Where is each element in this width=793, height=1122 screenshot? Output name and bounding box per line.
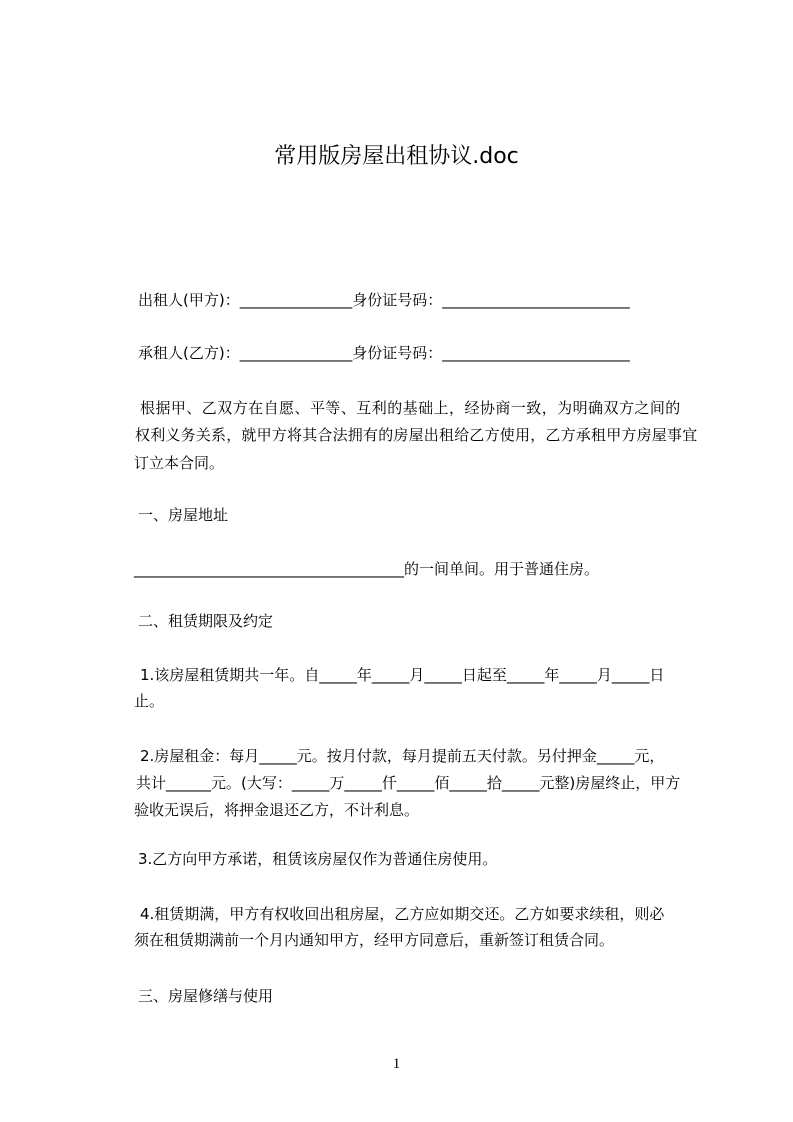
intro-line: 权利义务关系，就甲方将其合法拥有的房屋出租给乙方使用，乙方承租甲方房屋事宜 [135, 426, 698, 444]
page-number: 1 [392, 1056, 401, 1072]
intro-line: 根据甲、乙双方在自愿、平等、互利的基础上，经协商一致，为明确双方之间的 [140, 399, 681, 417]
intro-line: 订立本合同。 [134, 454, 225, 472]
section-heading: 三、房屋修缮与使用 [138, 987, 274, 1005]
clause-line: 共计______元。(大写：_____万_____仟_____佰_____拾_____元整)房屋终止，甲方 [136, 774, 681, 792]
clause-line: 1.该房屋租赁期共一年。自_____年_____月_____日起至_____年_____月_____日 [140, 666, 665, 684]
clause-line: 须在租赁期满前一个月内通知甲方，经甲方同意后，重新签订租赁合同。 [134, 931, 615, 949]
clause-line: 4.租赁期满，甲方有权收回出租房屋，乙方应如期交还。乙方如要求续租，则必 [140, 905, 665, 923]
section-heading: 二、租赁期限及约定 [138, 612, 274, 630]
clause-line: 验收无误后，将押金退还乙方，不计利息。 [134, 801, 420, 819]
lessee-line: 承租人(乙方)：_______________身份证号码：_________________________ [138, 344, 630, 362]
document-title: 常用版房屋出租协议.doc [274, 144, 519, 169]
address-line: ____________________________________的一间单间。用于普通住房。 [134, 560, 600, 578]
clause-line: 3.乙方向甲方承诺，租赁该房屋仅作为普通住房使用。 [138, 850, 498, 868]
lessor-line: 出租人(甲方)：_______________身份证号码：_________________________ [138, 291, 630, 309]
clause-line: 止。 [134, 692, 165, 710]
clause-line: 2.房屋租金：每月_____元。按月付款，每月提前五天付款。另付押金_____元， [140, 747, 665, 765]
section-heading: 一、房屋地址 [138, 506, 229, 524]
